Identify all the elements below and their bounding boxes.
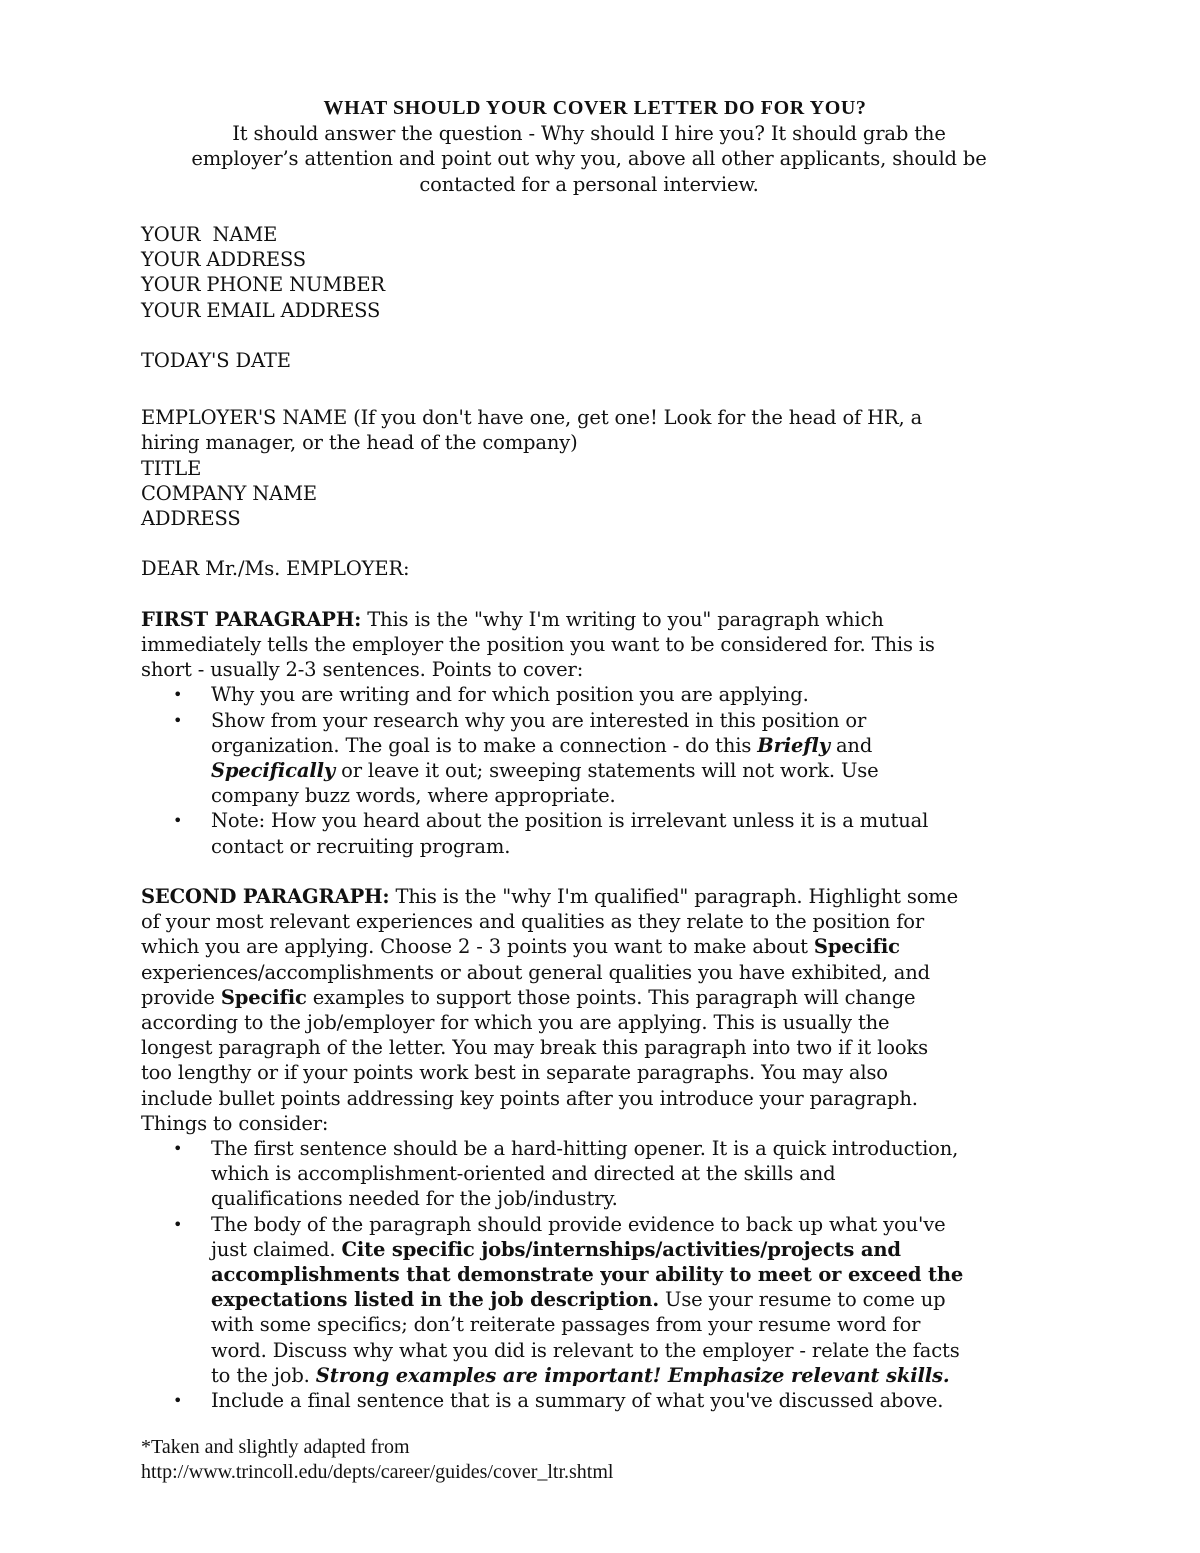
paragraph-text: immediately tells the employer the position you want to be considered for. This is: [141, 633, 935, 656]
list-item: • Show from your research why you are interested in this position or organization. The goal is to make a connection - do this Briefly and Specifically or leave it out; sweeping statements will not work. Use company buzz words, where appropriate.: [173, 708, 879, 808]
intro-text: [129, 121, 1049, 197]
recipient-address: ADDRESS: [141, 507, 241, 531]
emphasis-text: Briefly: [757, 733, 830, 757]
bullet-icon: •: [173, 685, 183, 705]
first-paragraph-bullets: [141, 682, 1061, 858]
first-paragraph-heading: FIRST PARAGRAPH:: [141, 607, 362, 631]
recipient-company: COMPANY NAME: [141, 481, 317, 505]
date-line: TODAY'S DATE: [141, 349, 291, 372]
intro-line: contacted for a personal interview.: [419, 172, 759, 196]
second-paragraph-heading: SECOND PARAGRAPH:: [141, 885, 390, 909]
list-item: • The first sentence should be a hard-hitting opener. It is a quick introduction, which is accomplishment-oriented and directed at the skills and qualifications needed for the job/industry.: [173, 1137, 959, 1211]
list-item: • Note: How you heard about the position is irrelevant unless it is a mutual contact or recruiting program.: [173, 809, 929, 858]
sender-phone: YOUR PHONE NUMBER: [141, 273, 385, 297]
bullet-icon: •: [173, 1139, 183, 1159]
document-page: [141, 96, 1061, 1413]
recipient-block: [141, 405, 1061, 531]
page-title: WHAT SHOULD YOUR COVER LETTER DO FOR YOU?: [323, 97, 867, 119]
recipient-name-line: hiring manager, or the head of the company): [141, 431, 578, 455]
bullet-icon: •: [173, 811, 183, 831]
bullet-icon: •: [173, 1214, 183, 1234]
recipient-name-line: EMPLOYER'S NAME (If you don't have one, get one! Look for the head of HR, a: [141, 406, 923, 430]
sender-block: [141, 222, 1061, 323]
emphasis-text: Specifically: [211, 759, 336, 783]
emphasis-text: Cite specific jobs/internships/activities/projects and: [341, 1237, 901, 1261]
emphasis-text: Specific: [813, 935, 900, 959]
salutation: DEAR Mr./Ms. EMPLOYER:: [141, 557, 410, 581]
list-item: • Why you are writing and for which position you are applying.: [173, 683, 809, 707]
sender-email: YOUR EMAIL ADDRESS: [141, 298, 381, 322]
paragraph-text: This is the "why I'm writing to you" paragraph which: [361, 607, 884, 631]
source-link[interactable]: http://www.trincoll.edu/depts/career/guides/cover_ltr.shtml: [141, 1461, 614, 1483]
bullet-icon: •: [173, 710, 183, 730]
intro-line: employer’s attention and point out why you, above all other applicants, should be: [191, 147, 987, 171]
second-paragraph-bullets: [141, 1136, 1061, 1413]
first-paragraph: [141, 607, 1061, 859]
emphasis-text: accomplishments that demonstrate your ability to meet or exceed the: [211, 1263, 964, 1287]
list-item: • The body of the paragraph should provide evidence to back up what you've just claimed. Cite specific jobs/internships/activities/projects and accomplishments that demonstrate your ability to meet or exceed the expectations listed in the job description. Use your resume to come up with some specifics; don’t reiterate passages from your resume word for word. Discuss why what you did is relevant to the employer - relate the facts to the job. Strong examples are important! Emphasize relevant skills.: [141, 1212, 1061, 1388]
emphasis-text: Strong examples are important! Emphasize relevant skills.: [315, 1363, 950, 1387]
footnote-text: *Taken and slightly adapted from: [141, 1436, 410, 1458]
emphasis-text: expectations listed in the job description.: [211, 1288, 659, 1312]
recipient-title: TITLE: [141, 456, 202, 480]
bullet-icon: •: [173, 1391, 183, 1411]
paragraph-text: short - usually 2-3 sentences. Points to cover:: [141, 658, 584, 682]
sender-name: YOUR NAME: [141, 223, 278, 246]
footnote: [141, 1435, 613, 1485]
intro-line: It should answer the question - Why should I hire you? It should grab the: [232, 122, 946, 146]
second-paragraph: SECOND PARAGRAPH: This is the "why I'm qualified" paragraph. Highlight some of your most relevant experiences and qualities as they relate to the position for which you are applying. Choose 2 - 3 points you want to make about Specific experiences/accomplishments or about general qualities you have exhibited, and provide Specific examples to support those points. This paragraph will change according to the job/employer for which you are applying. This is usually the longest paragraph of the letter. You may break this paragraph into two if it looks too lengthy or if your points work best in separate paragraphs. You may also include bullet points addressing key points after you introduce your paragraph. Things to consider: • The first sentence should be a hard-hitting opener. It is a quick introduction, which is accomplishment-oriented and directed at the skills and qualifications needed for the job/industry. • The body of the paragraph should provide evidence to back up what you've just claimed. Cite specific jobs/internships/activities/projects and accomplishments that demonstrate your ability to meet or exceed the expectations listed in the job description. Use your resume to come up with some specifics; don’t reiterate passages from your resume word for word. Discuss why what you did is relevant to the employer - relate the facts to the job. Strong examples are important! Emphasize relevant skills. • Include a final sentence that is a summary of what you've discussed above.: [141, 884, 1061, 1413]
sender-address: YOUR ADDRESS: [141, 248, 307, 272]
emphasis-text: Specific: [220, 985, 307, 1009]
list-item: • Include a final sentence that is a summary of what you've discussed above.: [173, 1389, 944, 1413]
